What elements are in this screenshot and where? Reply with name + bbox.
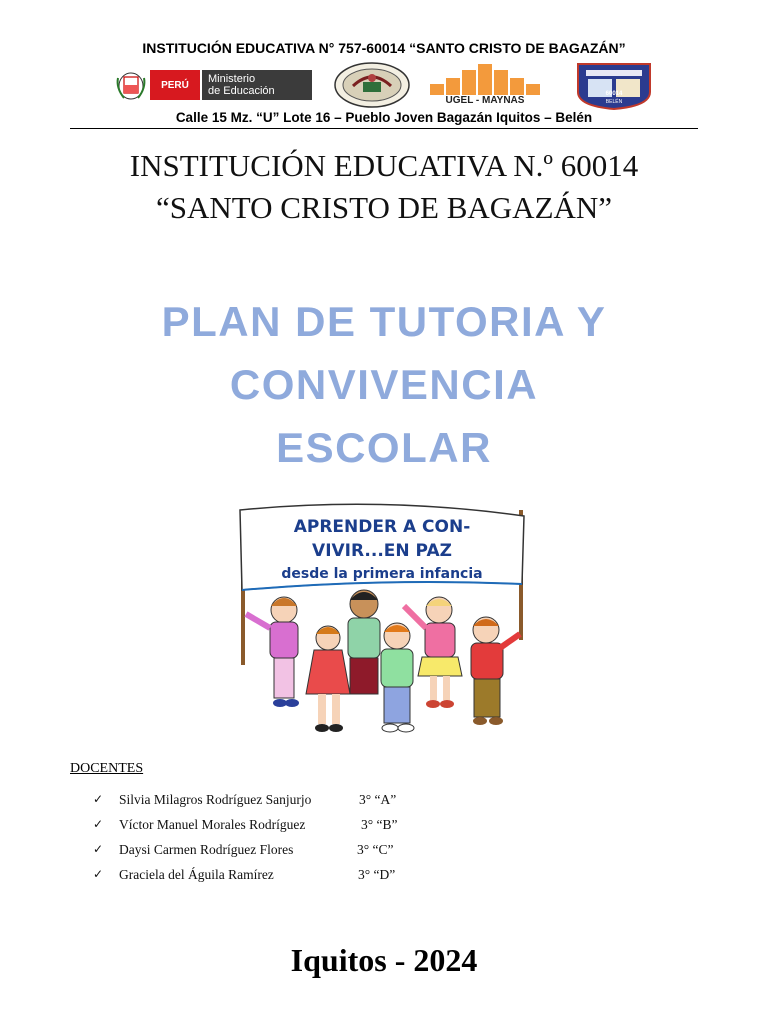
teacher-name: Daysi Carmen Rodríguez Flores (119, 842, 294, 857)
plan-title-line3: ESCOLAR (276, 424, 492, 471)
teacher-row (93, 842, 513, 862)
check-mark-icon: ✓ (93, 867, 104, 881)
ministry-line1: Ministerio (208, 73, 256, 85)
peru-coat-of-arms-icon (114, 68, 148, 102)
teacher-name: Víctor Manuel Morales Rodríguez (119, 817, 306, 832)
banner-text-line3: desde la primera infancia (281, 566, 483, 582)
check-mark-icon: ✓ (93, 842, 104, 856)
header-institution-line: INSTITUCIÓN EDUCATIVA N° 757-60014 “SANTO CRISTO DE BAGAZÁN” (142, 40, 626, 56)
school-badge-place: BELÉN (605, 99, 623, 105)
child-red-dress-girl (306, 626, 350, 732)
header-logos (0, 62, 768, 110)
child-blue-pants (381, 623, 414, 732)
docentes-label: DOCENTES (70, 761, 144, 776)
ministry-tag (202, 70, 312, 100)
plan-title-line2: CONVIVENCIA (229, 361, 539, 408)
teacher-row (93, 867, 513, 887)
teacher-grade: 3° “A” (359, 792, 397, 807)
child-pink-girl (246, 597, 299, 707)
header-divider (70, 128, 698, 129)
header-address: Calle 15 Mz. “U” Lote 16 – Pueblo Joven Bagazán Iquitos – Belén (175, 110, 593, 125)
footer-place-year: Iquitos - 2024 (290, 942, 478, 978)
teacher-row (93, 817, 513, 837)
banner-text-line2: VIVIR...EN PAZ (312, 541, 452, 561)
teacher-grade: 3° “B” (361, 817, 398, 832)
plan-title-line1: PLAN DE TUTORIA Y (161, 298, 607, 345)
teacher-grade: 3° “C” (357, 842, 394, 857)
teacher-grade: 3° “D” (358, 867, 396, 882)
ugel-logo (428, 62, 546, 108)
banner-text-line1: APRENDER A CON- (293, 517, 471, 537)
institution-subtitle: “SANTO CRISTO DE BAGAZÁN” (155, 190, 613, 225)
check-mark-icon: ✓ (93, 792, 104, 806)
teacher-row (93, 792, 513, 812)
teacher-name: Graciela del Águila Ramírez (119, 867, 274, 882)
ugel-blocks-icon (428, 62, 546, 96)
ministry-logo (150, 70, 312, 100)
ugel-label: UGEL - MAYNAS (445, 95, 525, 106)
ministry-line2: de Educación (208, 85, 275, 97)
banner-children-drawing (232, 498, 532, 748)
school-badge-logo (574, 62, 654, 110)
check-mark-icon: ✓ (93, 817, 104, 831)
children-banner-illustration (232, 498, 532, 748)
child-red-shirt-boy (471, 617, 520, 725)
child-green-shirt (348, 590, 380, 694)
school-seal-icon (333, 62, 411, 108)
peru-tag (150, 70, 200, 100)
school-badge-number: 60014 (605, 91, 623, 97)
institution-title: INSTITUCIÓN EDUCATIVA N.º 60014 (129, 148, 639, 183)
peru-label: PERÚ (161, 79, 189, 91)
teacher-name: Silvia Milagros Rodríguez Sanjurjo (119, 792, 312, 807)
